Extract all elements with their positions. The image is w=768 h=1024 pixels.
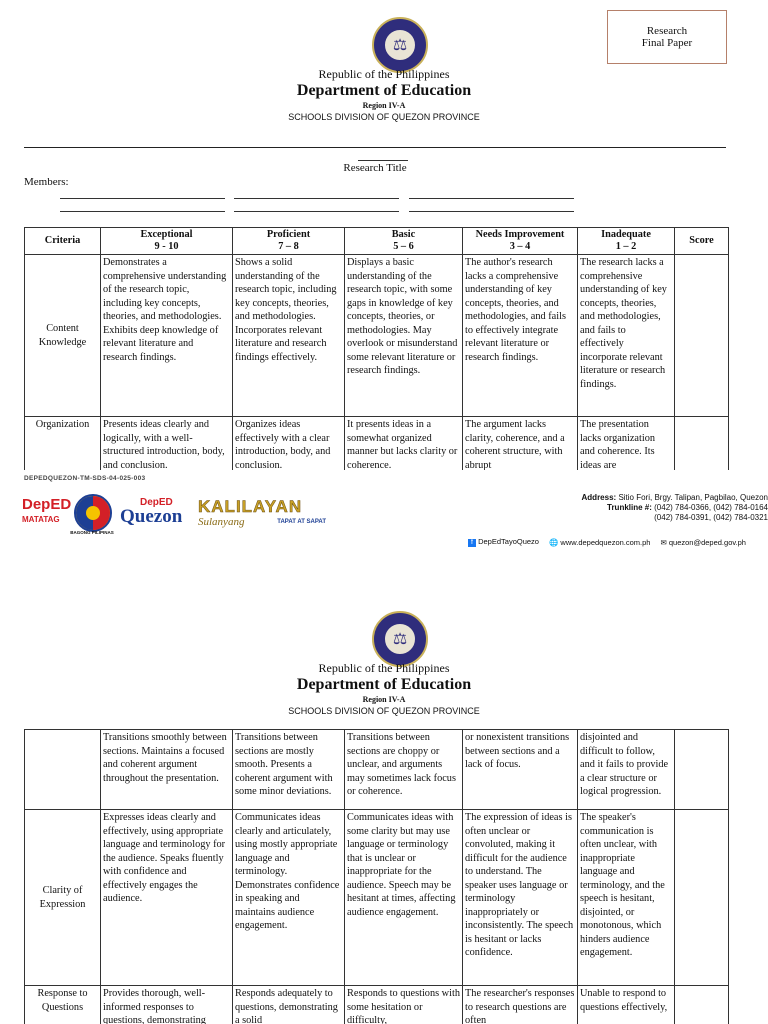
table-row — [25, 255, 729, 417]
proficient-cell: Responds adequately to questions, demonstrating a solid — [233, 986, 345, 1024]
criteria-cell: Clarity of Expression — [25, 810, 101, 986]
exceptional-cell: Transitions smoothly between sections. Maintains a focused and coherent argument throughout the presentation. — [101, 730, 233, 810]
inadequate-cell: The speaker's communication is often unclear, with inappropriate language and terminology, and the speech is hesitant, disjointed, or monotonous, which hinders audience engagement. — [578, 810, 675, 986]
basic-header: Basic 5 – 6 — [345, 228, 463, 255]
deped-quezon-logo: DepED Quezon — [120, 497, 183, 527]
matatag-text: MATATAG — [22, 515, 60, 524]
inadequate-header: Inadequate 1 – 2 — [578, 228, 675, 255]
needs-improvement-header: Needs Improvement 3 – 4 — [463, 228, 578, 255]
website-link[interactable]: 🌐 www.depedquezon.com.ph — [548, 537, 651, 547]
rubric-table-page2 — [24, 729, 729, 1024]
needs-improvement-cell: The author's research lacks a comprehensive understanding of key concepts, theories, and methodologies, and fails to effectively integrate relevant literature or research findings. — [463, 255, 578, 417]
region-text: Region IV-A — [362, 695, 406, 704]
email-link[interactable]: ✉ quezon@deped.gov.ph — [660, 537, 746, 547]
department-title: Department of Education — [296, 676, 472, 693]
table-row — [25, 417, 729, 471]
needs-improvement-cell: or nonexistent transitions between sections and a lack of focus. — [463, 730, 578, 810]
inadequate-cell: The research lacks a comprehensive understanding of key concepts, theories, and methodologies, and fails to effectively incorporate relevant literature or research findings. — [578, 255, 675, 417]
rubric-header-row — [25, 228, 729, 255]
proficient-cell: Transitions between sections are mostly smooth. Presents a coherent argument with some minor deviations. — [233, 730, 345, 810]
score-cell[interactable] — [675, 417, 729, 471]
exceptional-cell: Demonstrates a comprehensive understanding of the research topic, including key concepts, theories, and methodologies. Exhibits deep knowledge of relevant literature and research findings. — [101, 255, 233, 417]
republic-text: Republic of the Philippines — [318, 67, 450, 81]
inadequate-cell: Unable to respond to questions effectively, — [578, 986, 675, 1024]
division-text: SCHOOLS DIVISION OF QUEZON PROVINCE — [288, 706, 480, 716]
basic-cell: It presents ideas in a somewhat organized manner but lacks clarity or coherence. — [345, 417, 463, 471]
score-cell[interactable] — [675, 810, 729, 986]
research-title-label: Research Title — [343, 162, 407, 174]
score-header: Score — [675, 228, 729, 255]
bagong-pilipinas-text: BAGONG PILIPINAS — [70, 530, 114, 535]
needs-improvement-cell: The expression of ideas is often unclear or convoluted, making it difficult for the audience to understand. The speaker uses language or terminology inappropriately or inconsistently. The speech is hesitant or lacks confidence. — [463, 810, 578, 986]
proficient-cell: Communicates ideas clearly and articulately, using mostly appropriate language and terminology. Demonstrates confidence in speaking and maintains audience engagement. — [233, 810, 345, 986]
score-cell[interactable] — [675, 255, 729, 417]
exceptional-cell: Provides thorough, well-informed responses to questions, demonstrating — [101, 986, 233, 1024]
globe-icon: 🌐 — [548, 537, 559, 547]
region-text: Region IV-A — [362, 101, 406, 110]
table-row — [25, 730, 729, 810]
rubric-table-page1 — [24, 227, 729, 470]
inadequate-cell: disjointed and difficult to follow, and it fails to provide a clear structure or logical progression. — [578, 730, 675, 810]
score-cell[interactable] — [675, 730, 729, 810]
proficient-header: Proficient 7 – 8 — [233, 228, 345, 255]
criteria-cell — [25, 730, 101, 810]
kalilayan-logo: KALILAYAN Sulanyang TAPAT AT SAPAT — [198, 497, 326, 528]
social-contacts — [468, 537, 746, 547]
needs-improvement-cell: The argument lacks clarity, coherence, and a coherent structure, with abrupt — [463, 417, 578, 471]
members-label: Members: — [24, 176, 69, 188]
document-code: DEPEDQUEZON-TM-SDS-04-025-003 — [24, 475, 146, 482]
facebook-link[interactable]: f DepEdTayoQuezo — [468, 537, 539, 547]
bagong-pilipinas-logo — [74, 494, 112, 532]
criteria-cell: Content Knowledge — [25, 255, 101, 417]
document-type-line2: Final Paper — [641, 37, 693, 49]
document-type-line1: Research — [646, 25, 688, 37]
proficient-cell: Shows a solid understanding of the research topic, including key concepts, theories, and methodologies. Incorporates relevant literature and research findings effectively. — [233, 255, 345, 417]
deped-matatag-logo — [22, 496, 72, 535]
deped-seal-icon: ⚖ — [372, 611, 428, 667]
criteria-cell: Organization — [25, 417, 101, 471]
contact-address: Address: Sitio Fori, Brgy. Talipan, Pagbilao, Quezon Trunkline #: (042) 784-0366, (042) 784-0164 (042) 784-0391, (042) 784-0321 — [581, 493, 768, 522]
criteria-cell: Response to Questions — [25, 986, 101, 1024]
division-text: SCHOOLS DIVISION OF QUEZON PROVINCE — [288, 112, 480, 122]
deped-seal-icon: ⚖ — [372, 17, 428, 73]
table-row — [25, 810, 729, 986]
basic-cell: Transitions between sections are choppy or unclear, and arguments may sometimes lack focus or coherence. — [345, 730, 463, 810]
exceptional-header: Exceptional 9 - 10 — [101, 228, 233, 255]
exceptional-cell: Expresses ideas clearly and effectively, using appropriate language and terminology for the audience. Speaks fluently with confidence and effectively engages the audience. — [101, 810, 233, 986]
exceptional-cell: Presents ideas clearly and logically, with a well-structured introduction, body, and conclusion. — [101, 417, 233, 471]
rubric-page2-clip — [0, 729, 768, 1024]
score-cell[interactable] — [675, 986, 729, 1024]
basic-cell: Displays a basic understanding of the research topic, with some gaps in knowledge of key concepts, theories, or methodologies. May overlook or misunderstand some relevant literature or research findings. — [345, 255, 463, 417]
inadequate-cell: The presentation lacks organization and coherence. Its ideas are — [578, 417, 675, 471]
proficient-cell: Organizes ideas effectively with a clear introduction, body, and conclusion. — [233, 417, 345, 471]
rubric-page1-clip — [0, 0, 768, 470]
criteria-header: Criteria — [25, 228, 101, 255]
envelope-icon: ✉ — [660, 537, 667, 547]
basic-cell: Communicates ideas with some clarity but may use language or terminology that is unclear or inappropriate for the audience. Speech may be hesitant at times, affecting audience engagement. — [345, 810, 463, 986]
letterhead-page2 — [0, 661, 768, 717]
table-row — [25, 986, 729, 1024]
facebook-icon: f — [468, 539, 476, 547]
basic-cell: Responds to questions with some hesitation or difficulty, — [345, 986, 463, 1024]
deped-logo-text: DepED — [22, 496, 72, 513]
needs-improvement-cell: The researcher's responses to research questions are often — [463, 986, 578, 1024]
department-title: Department of Education — [296, 82, 472, 99]
republic-text: Republic of the Philippines — [318, 661, 450, 675]
